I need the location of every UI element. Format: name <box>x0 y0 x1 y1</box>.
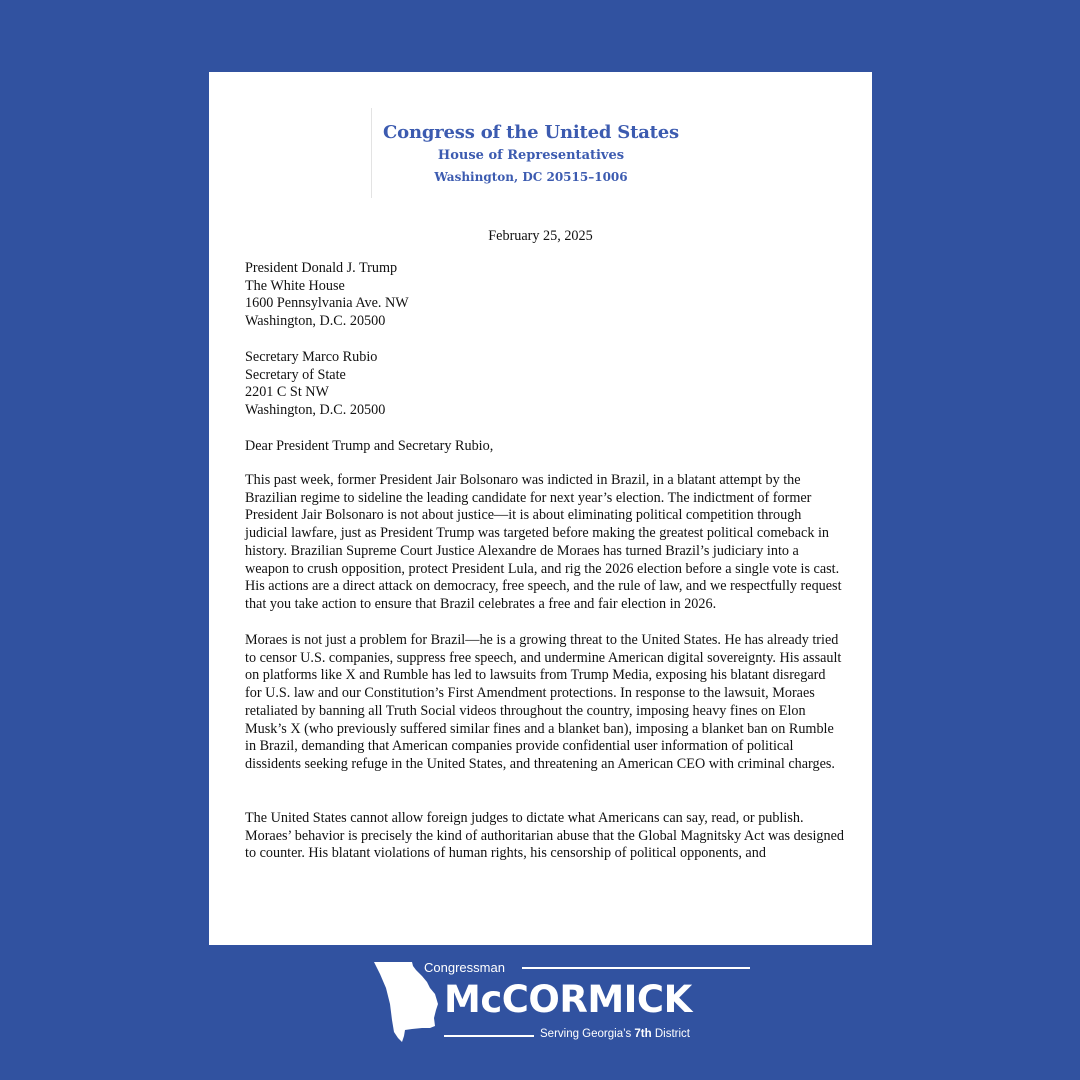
recipient-line: Secretary of State <box>245 366 346 383</box>
recipient-line: Secretary Marco Rubio <box>245 349 378 365</box>
paragraph-2: Moraes is not just a problem for Brazil—he is a growing threat to the United States. He has already tried to censor U.S. companies, suppress free speech, and undermine American digital sovereignty. His assault on platforms like X and Rumble has led to lawsuits from Trump Media, exposing his blatant disregard for U.S. law and our Constitution’s First Amendment protections. In response to the lawsuit, Moraes retaliated by banning all Truth Social videos throughout the country, imposing heavy fines on Elon Musk’s X (who previously suffered similar fines and a blanket ban), imposing a blanket ban on Rumble in Brazil, demanding that American companies provide confidential user information of political dissidents seeking refuge in the United States, and threatening an American CEO with criminal charges. <box>245 632 842 772</box>
brand-bottom-row <box>444 1028 714 1044</box>
salutation: Dear President Trump and Secretary Rubio, <box>245 438 494 454</box>
brand-top-rule <box>522 967 750 969</box>
letter-date: February 25, 2025 <box>488 228 593 244</box>
brand-district-suffix: District <box>651 1028 690 1040</box>
recipient-line: The White House <box>245 277 345 294</box>
brand-district-number: 7th <box>634 1028 652 1040</box>
brand-bottom-rule <box>444 1035 534 1037</box>
brand-name: McCORMICK <box>444 978 692 1021</box>
recipient-line: 1600 Pennsylvania Ave. NW <box>245 295 409 312</box>
recipient-address-trump <box>245 260 409 331</box>
letterhead-city: Washington, DC 20515–1006 <box>434 170 628 184</box>
brand-congressman-label: Congressman <box>424 960 505 975</box>
recipient-line: Washington, D.C. 20500 <box>245 402 386 419</box>
recipient-line: 2201 C St NW <box>245 384 329 401</box>
recipient-line: Washington, D.C. 20500 <box>245 313 386 330</box>
recipient-line: President Donald J. Trump <box>245 260 398 276</box>
paragraph-1: This past week, former President Jair Bolsonaro was indicted in Brazil, in a blatant attempt by the Brazilian regime to sideline the leading candidate for next year’s election. The indictment of former President Jair Bolsonaro is not about justice—it is about eliminating political competition through judicial lawfare, just as President Trump was targeted before making the greatest political comeback in history. Brazilian Supreme Court Justice Alexandre de Moraes has turned Brazil’s judiciary into a weapon to crush opposition, protect President Lula, and rig the 2026 election before a single vote is cast. His actions are a direct attack on democracy, free speech, and the rule of law, and we respectfully request that you take action to ensure that Brazil celebrates a free and fair election in 2026. <box>245 472 842 612</box>
brand-district-prefix: Serving Georgia’s <box>540 1028 635 1040</box>
letterhead-title: Congress of the United States <box>383 122 679 143</box>
letter-page <box>209 72 872 945</box>
paragraph-3: The United States cannot allow foreign judges to dictate what Americans can say, read, or publish. Moraes’ behavior is precisely the kind of authoritarian abuse that the Global Magnitsky Act was designed to counter. His blatant violations of human rights, his censorship of political opponents, and <box>245 810 844 862</box>
congressman-branding <box>372 960 712 1050</box>
brand-district-label <box>540 1028 690 1040</box>
letterhead-house: House of Representatives <box>437 148 625 163</box>
recipient-address-rubio <box>245 349 385 420</box>
brand-top-row <box>424 960 704 976</box>
letterhead <box>209 108 872 198</box>
